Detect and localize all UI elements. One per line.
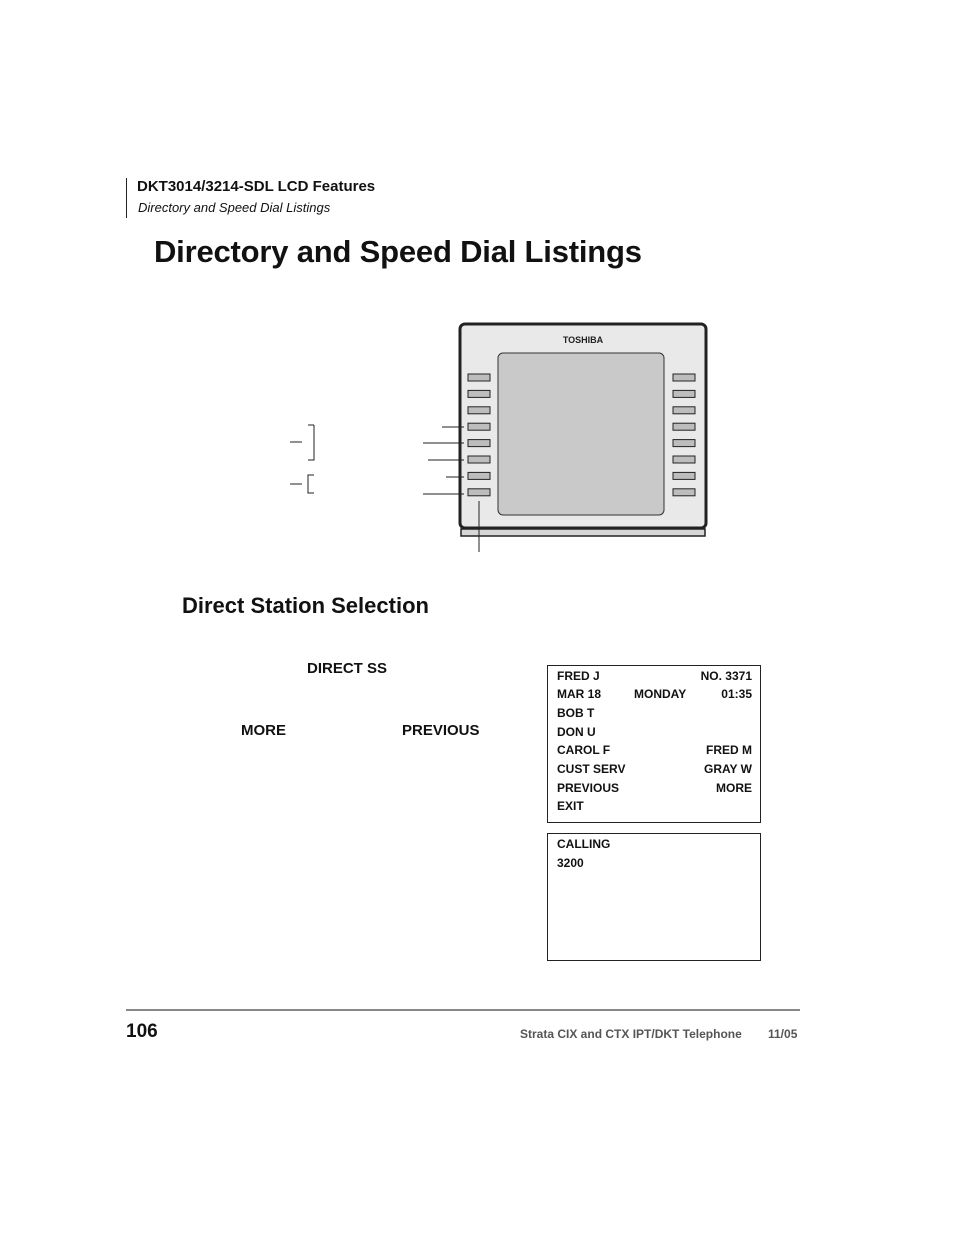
section-title: Direct Station Selection [182,593,429,618]
right-softkey [673,390,695,397]
lcd-directory-display [547,665,761,823]
lcd-row: DON U [557,725,596,739]
phone-lcd-illustration [280,318,720,558]
direct-ss-label: DIRECT SS [307,660,388,677]
running-header-title: DKT3014/3214-SDL LCD Features [137,178,376,195]
callout-lines [290,425,479,552]
right-softkey [673,423,695,430]
footer-date: 11/05 [768,1027,798,1041]
footer-publication: Strata CIX and CTX IPT/DKT Telephone [520,1027,742,1041]
lcd-row: EXIT [557,799,584,813]
left-softkey [468,423,490,430]
right-softkey [673,440,695,447]
lcd-row: CUST SERV GRAY W [557,762,752,776]
right-softkey [673,456,695,463]
page-number: 106 [126,1021,158,1042]
left-softkey [468,390,490,397]
footer-rule [126,1009,800,1011]
page-title: Directory and Speed Dial Listings [154,234,642,269]
lcd-calling-display [547,833,761,961]
left-softkey [468,374,490,381]
right-softkey [673,489,695,496]
bracket-lower [308,475,314,493]
running-header-subtitle: Directory and Speed Dial Listings [138,200,331,215]
toshiba-logo: TOSHIBA [562,335,604,345]
header-rule [126,178,127,218]
lcd-row: PREVIOUS MORE [557,781,752,795]
left-softkey [468,440,490,447]
left-softkey [468,489,490,496]
left-softkey [468,472,490,479]
lcd-row: BOB T [557,706,595,720]
lcd-row: CALLING [557,837,611,851]
more-label: MORE [241,722,286,739]
right-softkey [673,374,695,381]
bracket-upper [308,425,314,460]
right-softkey [673,407,695,414]
lcd-row: CAROL F FRED M [557,743,752,757]
lcd-row: 3200 [557,856,584,870]
left-softkey [468,407,490,414]
right-softkey [673,472,695,479]
lcd-screen [498,353,664,515]
phone-base [461,529,705,536]
previous-label: PREVIOUS [402,722,480,739]
lcd-row: MAR 18 MONDAY 01:35 [557,687,752,701]
left-softkey [468,456,490,463]
lcd-row: FRED J NO. 3371 [557,669,752,683]
